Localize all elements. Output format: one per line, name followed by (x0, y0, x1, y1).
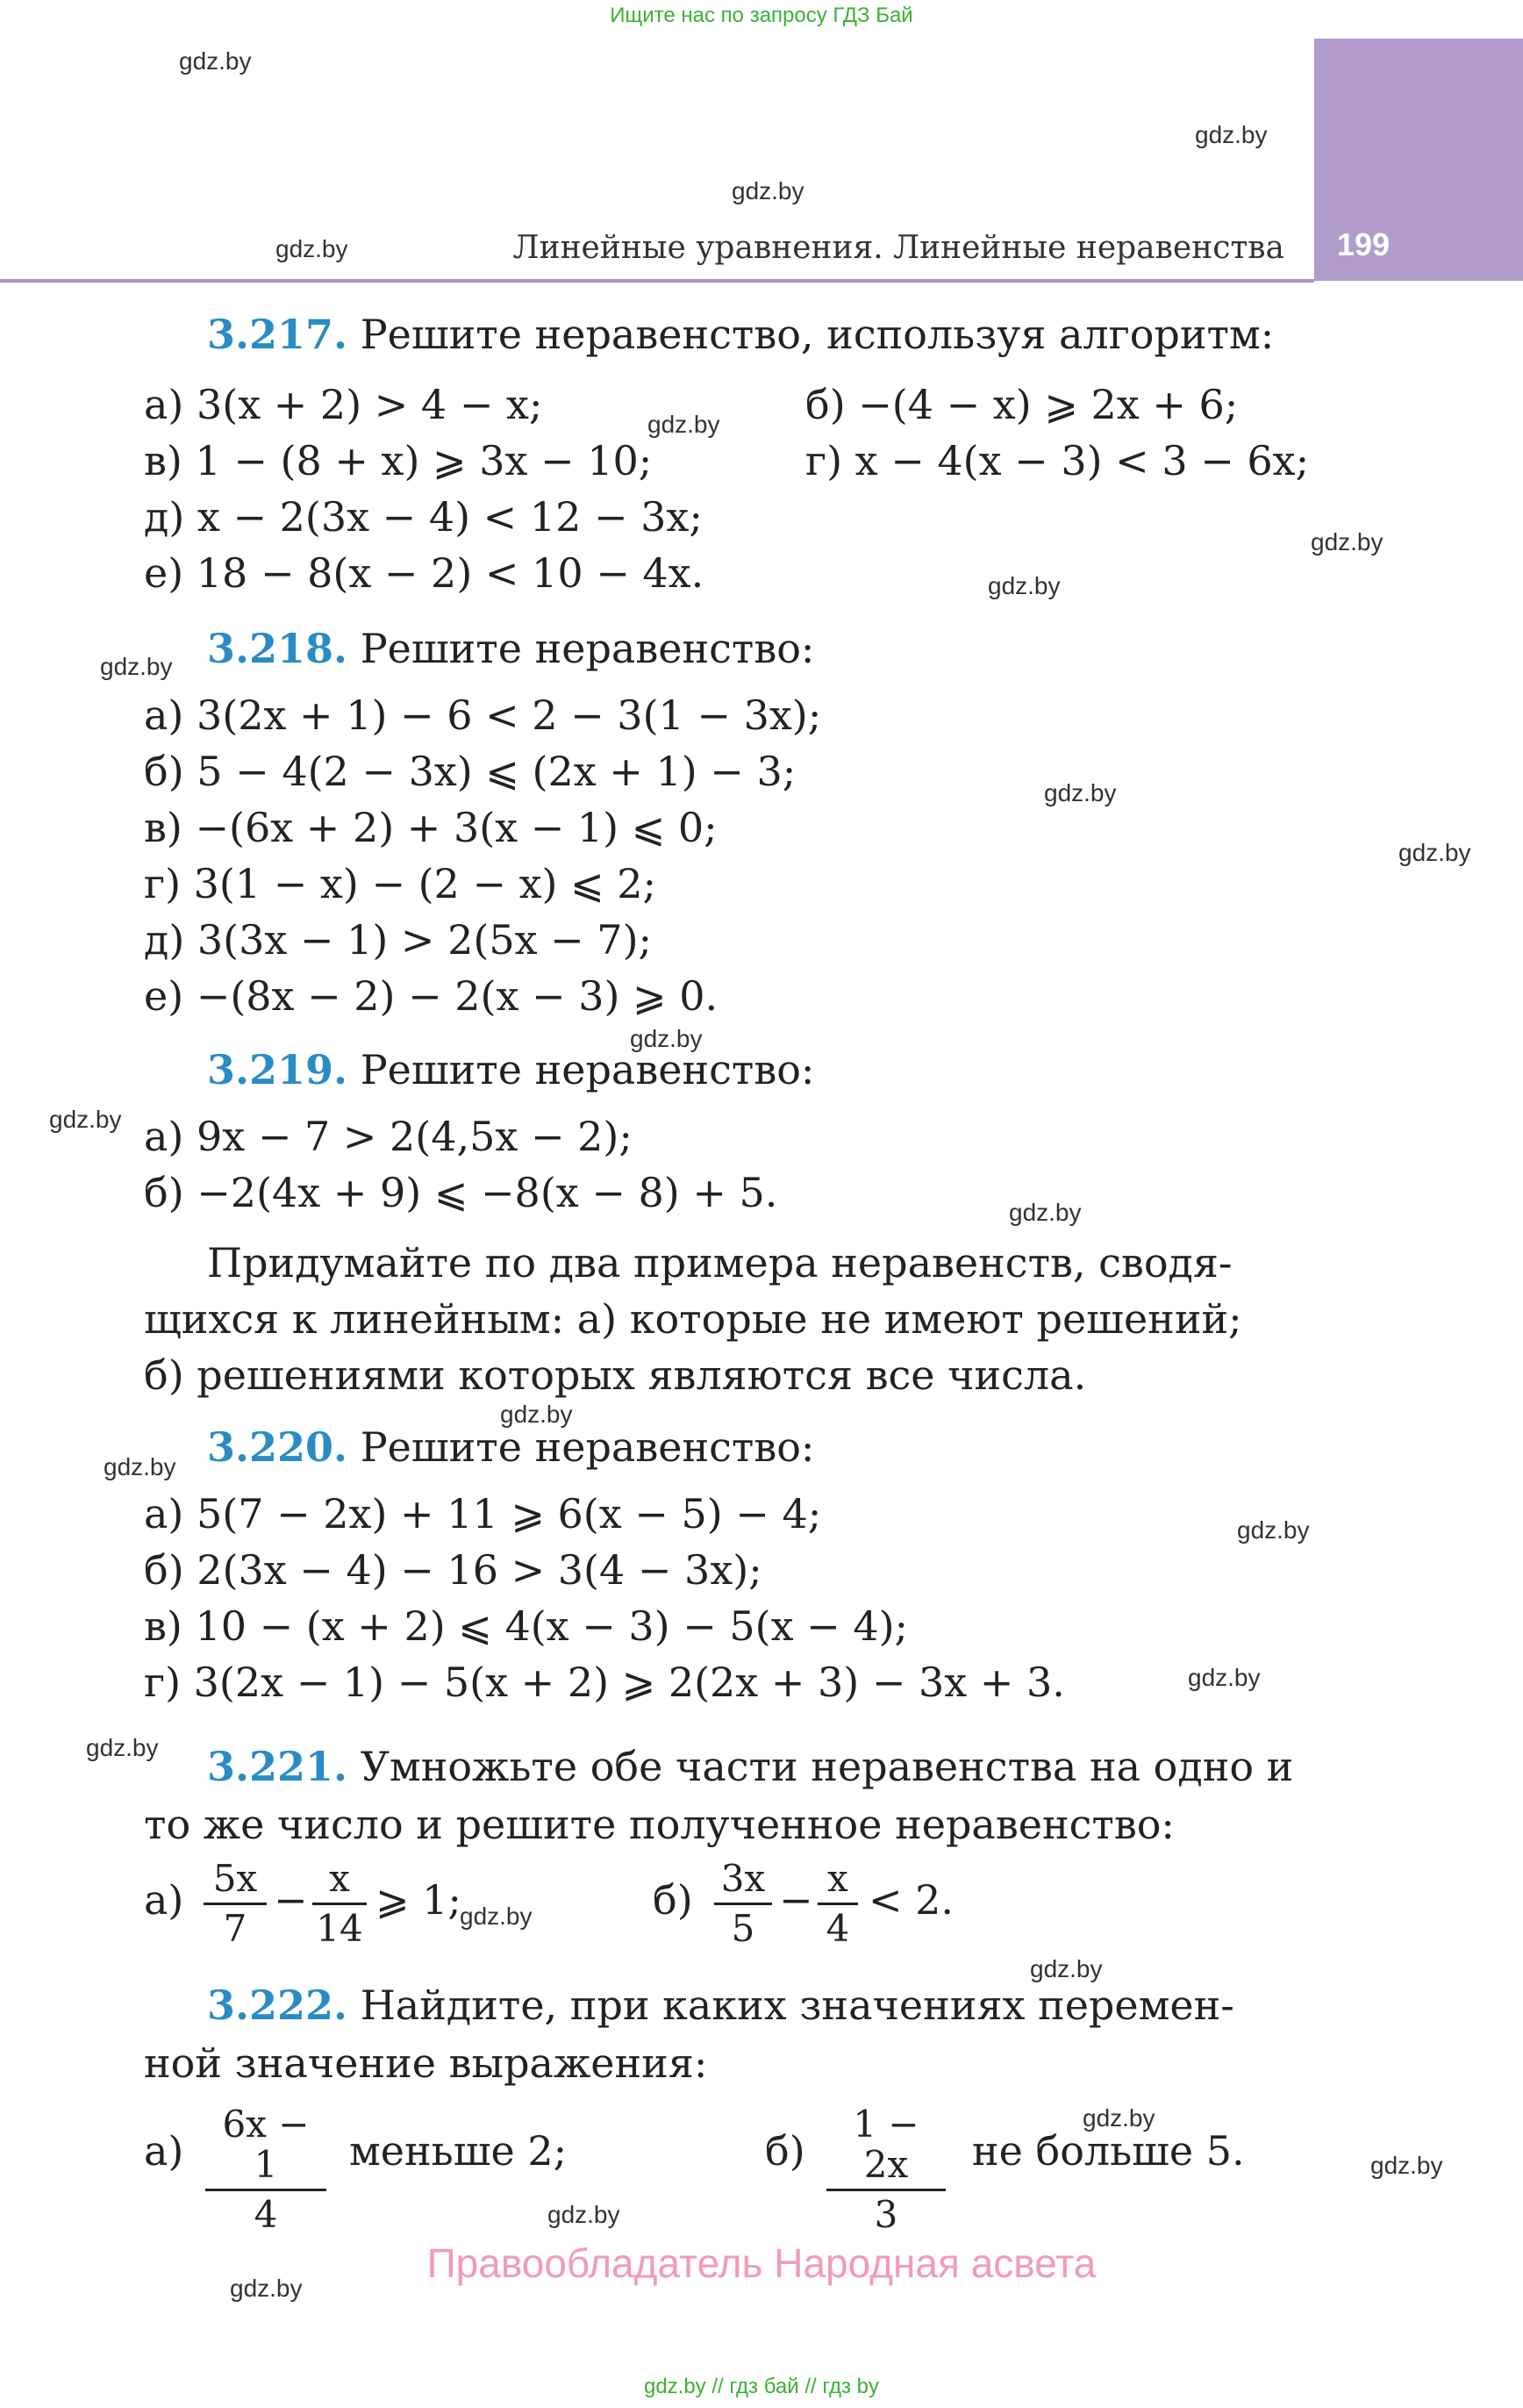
exercise-item: г) 3(2x − 1) − 5(x + 2) ⩾ 2(2x + 3) − 3x + 3. (144, 1659, 1065, 1706)
watermark: gdz.by (1398, 839, 1471, 866)
watermark: gdz.by (630, 1025, 703, 1052)
exercise-label: б) (653, 1876, 693, 1924)
watermark: gdz.by (1188, 1664, 1261, 1691)
exercise-item: а) 5(7 − 2x) + 11 ⩾ 6(x − 5) − 4; (144, 1490, 822, 1537)
watermark: gdz.by (1237, 1516, 1310, 1544)
exercise-item: г) x − 4(x − 3) < 3 − 6x; (805, 437, 1310, 484)
exercise-label: а) (144, 1876, 184, 1924)
denominator: 14 (316, 1907, 363, 1951)
problem-3-219-heading (207, 1046, 815, 1093)
numerator: 5x (212, 1857, 258, 1900)
watermark: gdz.by (547, 2201, 620, 2228)
problem-text-line: то же число и решите полученное неравенство: (144, 1801, 1175, 1848)
exercise-item: б) 2(3x − 4) − 16 > 3(4 − 3x); (144, 1546, 762, 1594)
fraction-bar (826, 2189, 946, 2191)
operator: − (274, 1876, 308, 1924)
fraction (826, 2104, 946, 2236)
denominator: 3 (874, 2193, 898, 2237)
problem-number: 3.221. (207, 1743, 348, 1790)
exercise-item: в) −(6x + 2) + 3(x − 1) ⩽ 0; (144, 804, 718, 851)
watermark: gdz.by (1195, 121, 1268, 148)
denominator: 7 (223, 1907, 247, 1951)
expression-tail: не больше 5. (972, 2127, 1245, 2175)
exercise-item: в) 10 − (x + 2) ⩽ 4(x − 3) − 5(x − 4); (144, 1602, 909, 1650)
top-banner[interactable]: Ищите нас по запросу ГДЗ Бай (610, 4, 913, 27)
exercise-item: а) 3(2x + 1) − 6 < 2 − 3(1 − 3x); (144, 692, 822, 739)
paragraph-line: щихся к линейным: а) которые не имеют решений; (144, 1295, 1242, 1343)
fraction-bar (312, 1903, 367, 1905)
fraction-bar (818, 1903, 858, 1905)
fraction (818, 1859, 858, 1949)
problem-number: 3.220. (207, 1423, 348, 1471)
watermark: gdz.by (500, 1401, 573, 1428)
problem-3-217-heading (207, 311, 1275, 358)
expression-tail: ⩾ 1; (375, 1876, 461, 1924)
page-number: 199 (1337, 226, 1391, 262)
bottom-banner[interactable]: gdz.by // гдз бай // гдз by (643, 2375, 880, 2398)
exercise-label: б) (765, 2127, 805, 2175)
denominator: 4 (826, 1907, 850, 1951)
problem-number: 3.222. (207, 1982, 348, 2029)
exercise-item: а) 3(x + 2) > 4 − x; (144, 381, 543, 428)
numerator: x (329, 1857, 350, 1900)
watermark: gdz.by (1083, 2104, 1155, 2132)
problem-text: Решите неравенство: (360, 1046, 815, 1093)
watermark: gdz.by (1030, 1955, 1103, 1982)
watermark: gdz.by (460, 1903, 533, 1930)
problem-text: Решите неравенство, используя алгоритм: (360, 311, 1275, 358)
exercise-item: д) 3(3x − 1) > 2(5x − 7); (144, 916, 653, 964)
exercise-item: б) −2(4x + 9) ⩽ −8(x − 8) + 5. (144, 1169, 778, 1216)
chapter-title: Линейные уравнения. Линейные неравенства (512, 230, 1284, 266)
problem-number: 3.217. (207, 311, 348, 358)
problem-number: 3.218. (207, 625, 348, 672)
numerator: 3x (720, 1857, 766, 1900)
problem-3-222-heading (207, 1982, 1234, 2029)
numerator: 1 − 2x (853, 2103, 919, 2187)
fraction (714, 1859, 772, 1949)
watermark: gdz.by (230, 2275, 303, 2302)
problem-text: Умножьте обе части неравенства на одно и (360, 1743, 1294, 1790)
problem-3-221-heading (207, 1743, 1294, 1790)
header-rule (0, 279, 1314, 283)
fraction-bar (204, 1903, 267, 1905)
watermark: gdz.by (179, 47, 252, 75)
watermark: gdz.by (104, 1453, 176, 1480)
watermark: gdz.by (86, 1734, 159, 1761)
operator: − (779, 1876, 813, 1924)
paragraph-line: б) решениями которых являются все числа. (144, 1351, 1087, 1399)
watermark: gdz.by (100, 653, 173, 680)
copyright-holder: Правообладатель Народная асвета (426, 2240, 1097, 2286)
exercise-item: г) 3(1 − x) − (2 − x) ⩽ 2; (144, 860, 657, 907)
watermark: gdz.by (988, 572, 1061, 599)
fraction (205, 2104, 326, 2236)
watermark: gdz.by (1044, 779, 1117, 806)
problem-text: Решите неравенство: (360, 1423, 815, 1471)
exercise-item: а) 9x − 7 > 2(4,5x − 2); (144, 1113, 633, 1160)
problem-3-220-heading (207, 1423, 815, 1471)
watermark: gdz.by (49, 1106, 122, 1133)
watermark: gdz.by (275, 235, 348, 262)
problem-text-line: ной значение выражения: (144, 2039, 708, 2087)
exercise-item: б) 5 − 4(2 − 3x) ⩽ (2x + 1) − 3; (144, 748, 797, 795)
fraction (204, 1859, 267, 1949)
fraction-bar (714, 1903, 772, 1905)
watermark: gdz.by (1311, 528, 1384, 555)
problem-3-218-heading (207, 625, 815, 672)
exercise-item: е) −(8x − 2) − 2(x − 3) ⩾ 0. (144, 972, 719, 1020)
exercise-item: д) x − 2(3x − 4) < 12 − 3x; (144, 493, 703, 541)
denominator: 5 (731, 1907, 755, 1951)
denominator: 4 (254, 2193, 278, 2237)
watermark: gdz.by (1370, 2152, 1443, 2179)
problem-number: 3.219. (207, 1046, 348, 1093)
watermark: gdz.by (647, 411, 720, 438)
paragraph-line: Придумайте по два примера неравенств, сводя- (207, 1239, 1233, 1286)
watermark: gdz.by (732, 177, 804, 204)
problem-text: Решите неравенство: (360, 625, 815, 672)
watermark: gdz.by (1009, 1199, 1082, 1226)
expression-tail: меньше 2; (349, 2127, 568, 2175)
numerator: 6x − 1 (222, 2103, 310, 2187)
problem-text: Найдите, при каких значениях перемен- (360, 1982, 1234, 2029)
exercise-item: б) −(4 − x) ⩾ 2x + 6; (805, 381, 1239, 428)
exercise-label: а) (144, 2127, 184, 2175)
fraction (312, 1859, 367, 1949)
fraction-bar (205, 2189, 326, 2191)
exercise-item: е) 18 − 8(x − 2) < 10 − 4x. (144, 549, 704, 597)
numerator: x (827, 1857, 848, 1900)
exercise-item: в) 1 − (8 + x) ⩾ 3x − 10; (144, 437, 653, 484)
expression-tail: < 2. (869, 1876, 955, 1924)
